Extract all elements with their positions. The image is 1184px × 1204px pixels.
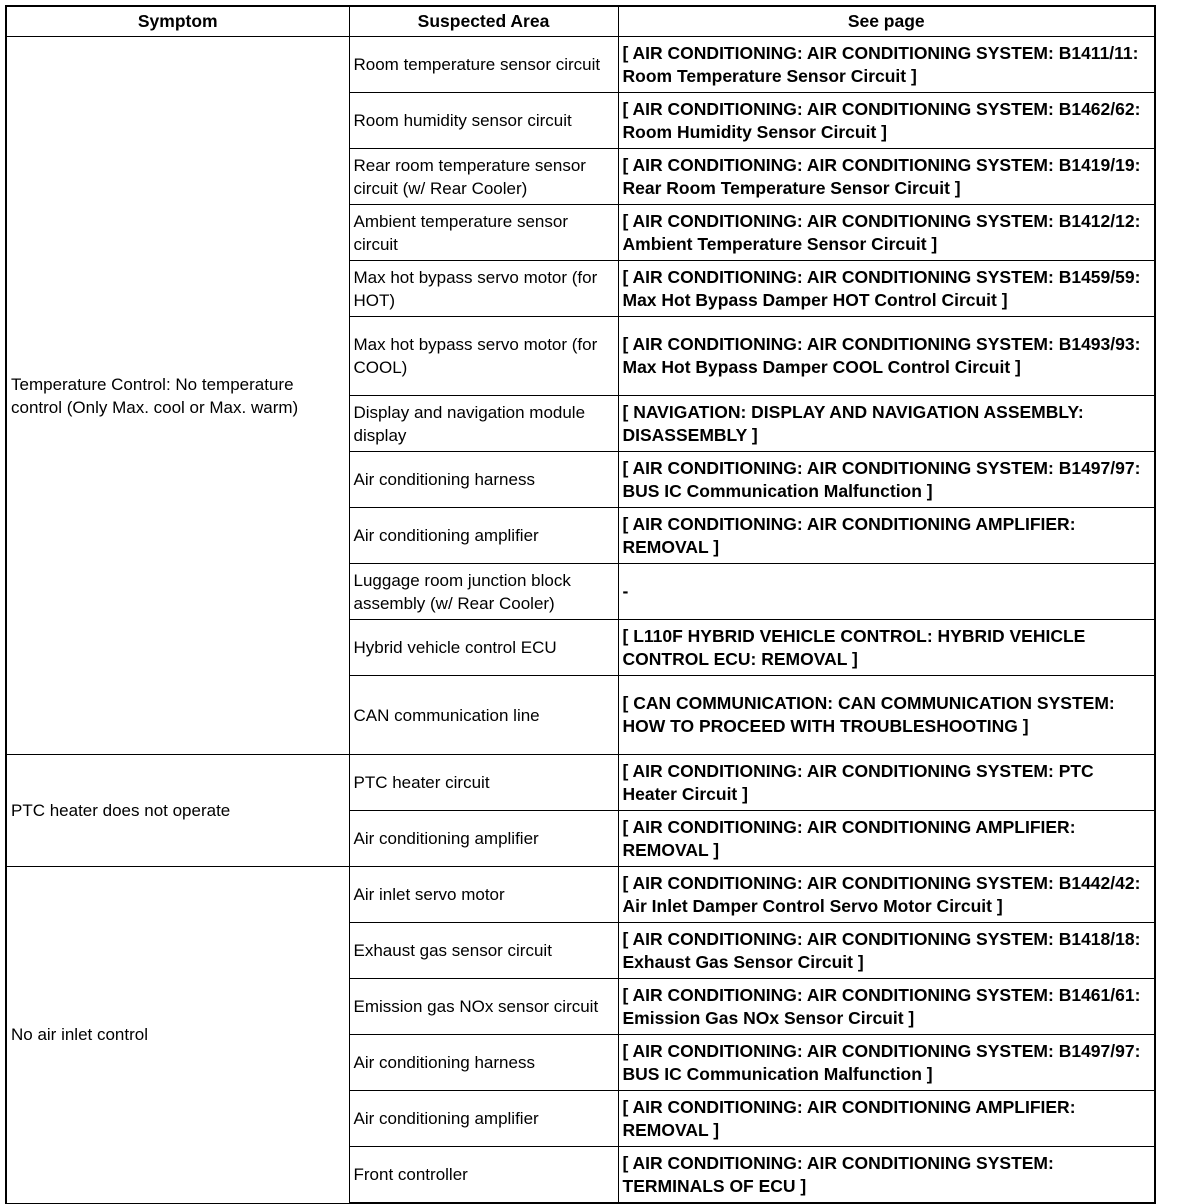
header-symptom: Symptom (6, 6, 349, 37)
symptom-cell: No air inlet control (6, 867, 349, 1204)
see-page-link[interactable]: [ AIR CONDITIONING: AIR CONDITIONING SYSTEM: TERMINALS OF ECU ] (618, 1147, 1155, 1204)
suspected-area-cell: Air conditioning harness (349, 452, 618, 508)
suspected-area-cell: CAN communication line (349, 676, 618, 755)
see-page-link[interactable]: [ AIR CONDITIONING: AIR CONDITIONING SYSTEM: B1442/42: Air Inlet Damper Control Servo Motor Circuit ] (618, 867, 1155, 923)
suspected-area-cell: Emission gas NOx sensor circuit (349, 979, 618, 1035)
see-page-link[interactable]: [ AIR CONDITIONING: AIR CONDITIONING AMPLIFIER: REMOVAL ] (618, 508, 1155, 564)
suspected-area-cell: Air conditioning amplifier (349, 811, 618, 867)
see-page-link[interactable]: [ AIR CONDITIONING: AIR CONDITIONING SYSTEM: B1412/12: Ambient Temperature Sensor Circuit ] (618, 205, 1155, 261)
see-page-link[interactable]: [ AIR CONDITIONING: AIR CONDITIONING SYSTEM: B1411/11: Room Temperature Sensor Circuit ] (618, 37, 1155, 93)
suspected-area-cell: Air conditioning harness (349, 1035, 618, 1091)
suspected-area-cell: Front controller (349, 1147, 618, 1204)
see-page-link[interactable]: [ AIR CONDITIONING: AIR CONDITIONING SYSTEM: B1497/97: BUS IC Communication Malfunction ] (618, 452, 1155, 508)
suspected-area-cell: Air conditioning amplifier (349, 1091, 618, 1147)
suspected-area-cell: Room humidity sensor circuit (349, 93, 618, 149)
table-row (6, 755, 1155, 811)
see-page-link[interactable]: [ AIR CONDITIONING: AIR CONDITIONING AMPLIFIER: REMOVAL ] (618, 1091, 1155, 1147)
see-page-link[interactable]: [ L110F HYBRID VEHICLE CONTROL: HYBRID VEHICLE CONTROL ECU: REMOVAL ] (618, 620, 1155, 676)
header-see-page: See page (618, 6, 1155, 37)
suspected-area-cell: Rear room temperature sensor circuit (w/ Rear Cooler) (349, 149, 618, 205)
suspected-area-cell: Hybrid vehicle control ECU (349, 620, 618, 676)
symptom-cell: Temperature Control: No temperature control (Only Max. cool or Max. warm) (6, 37, 349, 755)
see-page-link[interactable]: [ AIR CONDITIONING: AIR CONDITIONING SYSTEM: B1497/97: BUS IC Communication Malfunction ] (618, 1035, 1155, 1091)
suspected-area-cell: Luggage room junction block assembly (w/ Rear Cooler) (349, 564, 618, 620)
see-page-link[interactable]: [ AIR CONDITIONING: AIR CONDITIONING SYSTEM: B1461/61: Emission Gas NOx Sensor Circuit ] (618, 979, 1155, 1035)
suspected-area-cell: Display and navigation module display (349, 396, 618, 452)
table-row (6, 37, 1155, 93)
see-page-link[interactable]: [ AIR CONDITIONING: AIR CONDITIONING SYSTEM: B1459/59: Max Hot Bypass Damper HOT Control Circuit ] (618, 261, 1155, 317)
see-page-link[interactable]: [ NAVIGATION: DISPLAY AND NAVIGATION ASSEMBLY: DISASSEMBLY ] (618, 396, 1155, 452)
suspected-area-cell: Exhaust gas sensor circuit (349, 923, 618, 979)
header-suspected-area: Suspected Area (349, 6, 618, 37)
suspected-area-cell: Ambient temperature sensor circuit (349, 205, 618, 261)
suspected-area-cell: Max hot bypass servo motor (for HOT) (349, 261, 618, 317)
see-page-value: - (618, 564, 1155, 620)
see-page-link[interactable]: [ CAN COMMUNICATION: CAN COMMUNICATION SYSTEM: HOW TO PROCEED WITH TROUBLESHOOTING ] (618, 676, 1155, 755)
troubleshooting-table (5, 5, 1156, 1204)
see-page-link[interactable]: [ AIR CONDITIONING: AIR CONDITIONING SYSTEM: B1462/62: Room Humidity Sensor Circuit ] (618, 93, 1155, 149)
suspected-area-cell: Air conditioning amplifier (349, 508, 618, 564)
symptom-cell: PTC heater does not operate (6, 755, 349, 867)
header-row (6, 6, 1155, 37)
suspected-area-cell: Air inlet servo motor (349, 867, 618, 923)
table-row (6, 867, 1155, 923)
see-page-link[interactable]: [ AIR CONDITIONING: AIR CONDITIONING SYSTEM: PTC Heater Circuit ] (618, 755, 1155, 811)
suspected-area-cell: Room temperature sensor circuit (349, 37, 618, 93)
see-page-link[interactable]: [ AIR CONDITIONING: AIR CONDITIONING SYSTEM: B1493/93: Max Hot Bypass Damper COOL Control Circuit ] (618, 317, 1155, 396)
see-page-link[interactable]: [ AIR CONDITIONING: AIR CONDITIONING SYSTEM: B1418/18: Exhaust Gas Sensor Circuit ] (618, 923, 1155, 979)
suspected-area-cell: Max hot bypass servo motor (for COOL) (349, 317, 618, 396)
suspected-area-cell: PTC heater circuit (349, 755, 618, 811)
see-page-link[interactable]: [ AIR CONDITIONING: AIR CONDITIONING AMPLIFIER: REMOVAL ] (618, 811, 1155, 867)
see-page-link[interactable]: [ AIR CONDITIONING: AIR CONDITIONING SYSTEM: B1419/19: Rear Room Temperature Sensor Circuit ] (618, 149, 1155, 205)
